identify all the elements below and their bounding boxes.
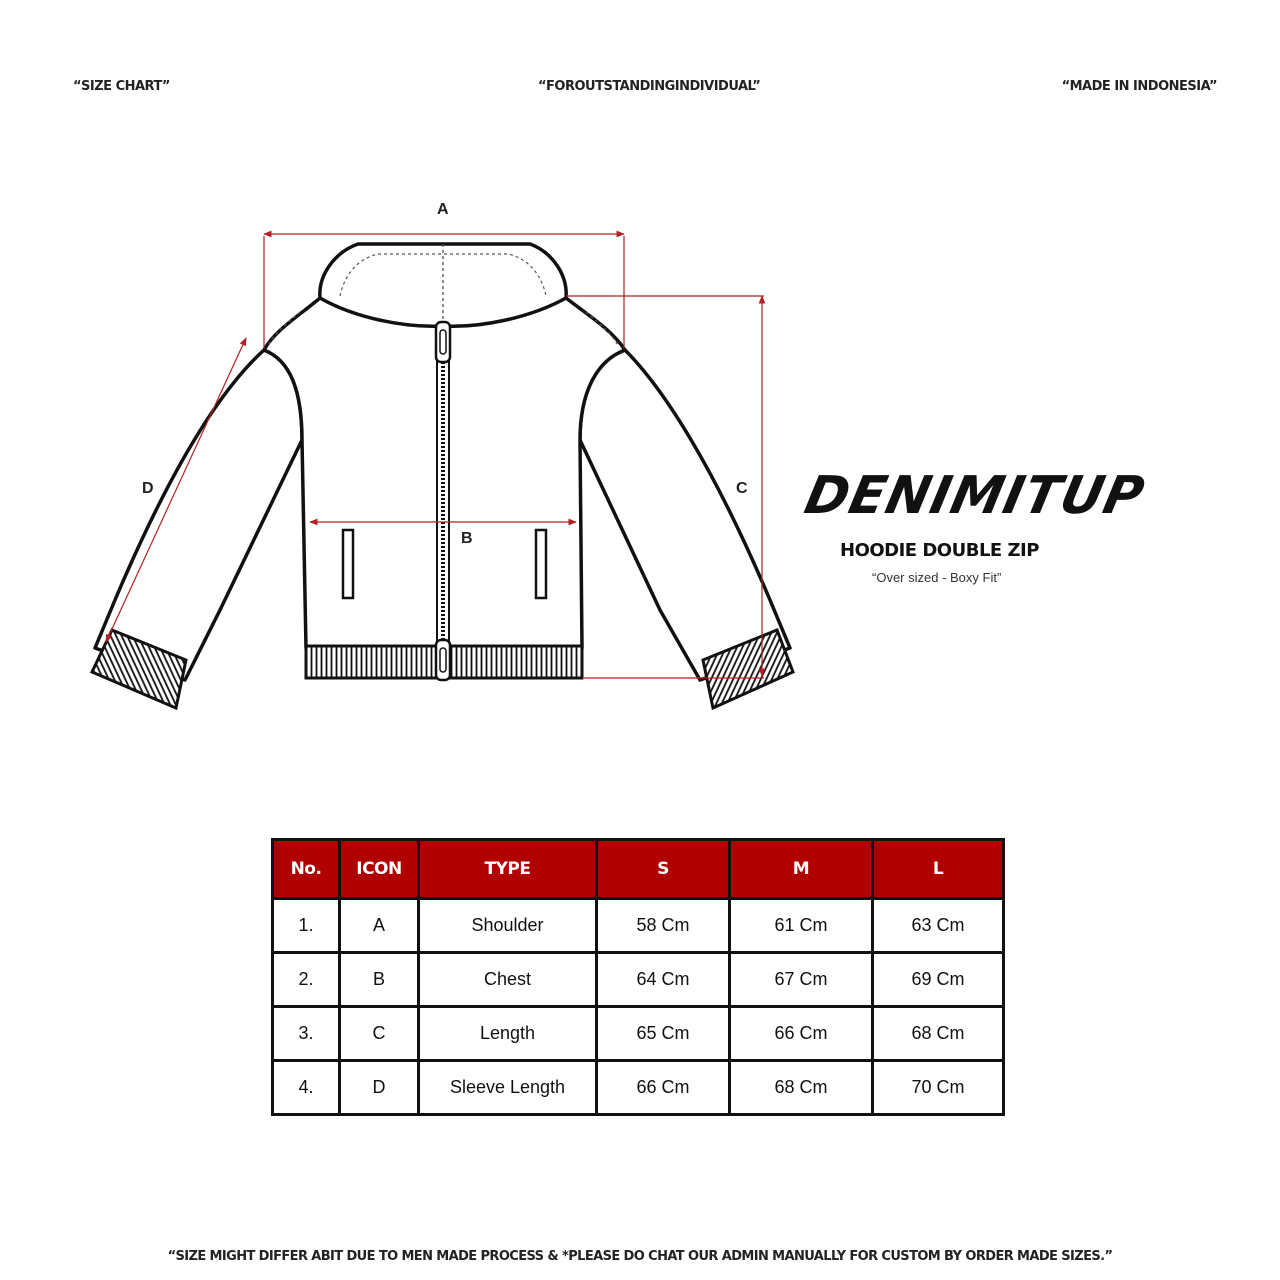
footer-disclaimer: “SIZE MIGHT DIFFER ABIT DUE TO MEN MADE PROCESS & *PLEASE DO CHAT OUR ADMIN MANUALLY FOR CUSTOM BY ORDER MADE SIZES.”: [167, 1249, 1113, 1264]
cell-no: 4.: [273, 1061, 340, 1115]
fit-note: “Over sized - Boxy Fit”: [872, 570, 1002, 585]
cell-no: 1.: [273, 899, 340, 953]
zipper-track: [437, 324, 449, 646]
product-name: HOODIE DOUBLE ZIP: [840, 540, 1039, 561]
col-header-type: TYPE: [419, 840, 597, 899]
cell-m: 68 Cm: [730, 1061, 873, 1115]
cell-type: Length: [419, 1007, 597, 1061]
header-size-chart: “SIZE CHART”: [73, 79, 170, 94]
brand-logo: DENIMITUP: [799, 466, 1150, 526]
size-table: [271, 838, 1005, 1116]
table-row: [273, 1061, 1004, 1115]
col-header-icon: ICON: [340, 840, 419, 899]
label-c: C: [736, 480, 748, 497]
cell-m: 67 Cm: [730, 953, 873, 1007]
col-header-m: M: [730, 840, 873, 899]
right-pocket: [536, 530, 546, 598]
cell-type: Sleeve Length: [419, 1061, 597, 1115]
header-tagline: “FOROUTSTANDINGINDIVIDUAL”: [538, 79, 761, 94]
cell-s: 64 Cm: [597, 953, 730, 1007]
table-header-row: [273, 840, 1004, 899]
col-header-no: No.: [273, 840, 340, 899]
cell-m: 66 Cm: [730, 1007, 873, 1061]
left-sleeve: [95, 350, 302, 680]
cell-no: 3.: [273, 1007, 340, 1061]
label-b: B: [461, 530, 473, 547]
table-row: [273, 953, 1004, 1007]
cell-no: 2.: [273, 953, 340, 1007]
header-origin: “MADE IN INDONESIA”: [1061, 79, 1217, 94]
cell-icon: D: [340, 1061, 419, 1115]
cell-m: 61 Cm: [730, 899, 873, 953]
left-pocket: [343, 530, 353, 598]
label-a: A: [437, 201, 449, 218]
cell-type: Chest: [419, 953, 597, 1007]
cell-s: 65 Cm: [597, 1007, 730, 1061]
cell-s: 58 Cm: [597, 899, 730, 953]
col-header-l: L: [873, 840, 1004, 899]
cell-l: 68 Cm: [873, 1007, 1004, 1061]
right-sleeve: [580, 350, 790, 680]
cell-icon: A: [340, 899, 419, 953]
cell-l: 63 Cm: [873, 899, 1004, 953]
cell-icon: B: [340, 953, 419, 1007]
cell-l: 69 Cm: [873, 953, 1004, 1007]
cell-s: 66 Cm: [597, 1061, 730, 1115]
cell-type: Shoulder: [419, 899, 597, 953]
col-header-s: S: [597, 840, 730, 899]
cell-icon: C: [340, 1007, 419, 1061]
label-d: D: [142, 480, 154, 497]
table-row: [273, 899, 1004, 953]
cell-l: 70 Cm: [873, 1061, 1004, 1115]
table-row: [273, 1007, 1004, 1061]
